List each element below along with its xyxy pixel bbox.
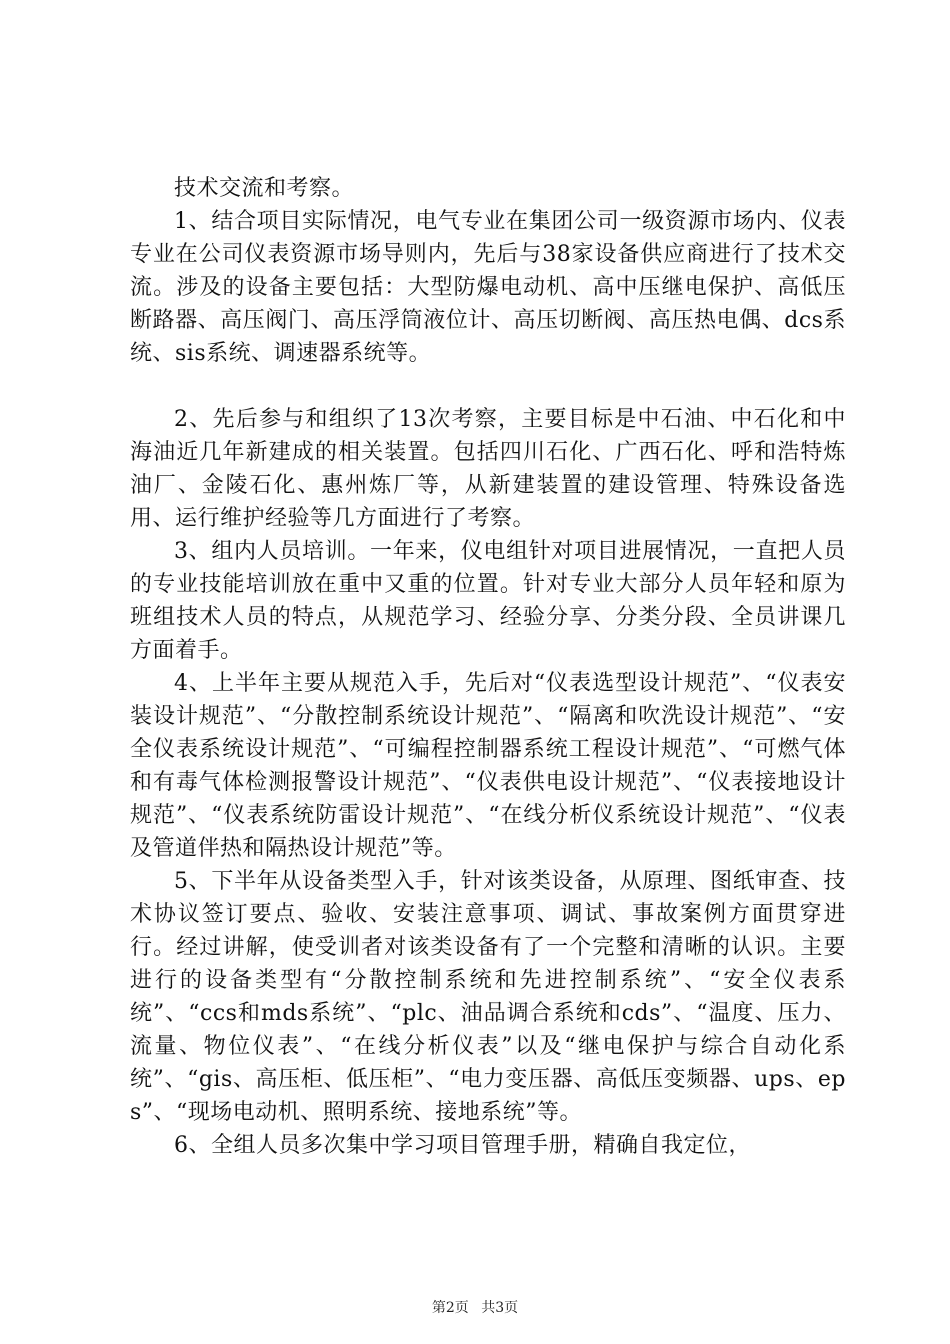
paragraph-item-2: 2、先后参与和组织了13次考察，主要目标是中石油、中石化和中海油近几年新建成的相关装置。包括四川石化、广西石化、呼和浩特炼油厂、金陵石化、惠州炼厂等，从新建装置的建设管理、特殊设备选用、运行维护经验等几方面进行了考察。 [130, 407, 846, 531]
page-total: 共3页 [481, 1300, 519, 1316]
paragraph-item-4: 4、上半年主要从规范入手，先后对“仪表选型设计规范”、“仪表安装设计规范”、“分散控制系统设计规范”、“隔离和吹洗设计规范”、“安全仪表系统设计规范”、“可编程控制器系统工程设计规范”、“可燃气体和有毒气体检测报警设计规范”、“仪表供电设计规范”、“仪表接地设计规范”、“仪表系统防雷设计规范”、“在线分析仪系统设计规范”、“仪表及管道伴热和隔热设计规范”等。 [130, 671, 846, 861]
document-body [130, 172, 846, 1162]
page-number: 第2页 [431, 1300, 469, 1316]
paragraph-item-1: 1、结合项目实际情况，电气专业在集团公司一级资源市场内、仪表专业在公司仪表资源市场导则内，先后与38家设备供应商进行了技术交流。涉及的设备主要包括：大型防爆电动机、高中压继电保护、高低压断路器、高压阀门、高压浮筒液位计、高压切断阀、高压热电偶、dcs系统、sis系统、调速器系统等。 [130, 209, 846, 366]
page-footer [0, 1298, 950, 1318]
paragraph-intro: 技术交流和考察。 [174, 176, 355, 201]
paragraph-item-6: 6、全组人员多次集中学习项目管理手册，精确自我定位， [174, 1133, 751, 1158]
paragraph-item-3: 3、组内人员培训。一年来，仪电组针对项目进展情况，一直把人员的专业技能培训放在重中又重的位置。针对专业大部分人员年轻和原为班组技术人员的特点，从规范学习、经验分享、分类分段、全员讲课几方面着手。 [130, 539, 846, 663]
paragraph-item-5: 5、下半年从设备类型入手，针对该类设备，从原理、图纸审查、技术协议签订要点、验收、安装注意事项、调试、事故案例方面贯穿进行。经过讲解，使受训者对该类设备有了一个完整和清晰的认识。主要进行的设备类型有“分散控制系统和先进控制系统”、“安全仪表系统”、“ccs和mds系统”、“plc、油品调合系统和cds”、“温度、压力、流量、物位仪表”、“在线分析仪表”以及“继电保护与综合自动化系统”、“gis、高压柜、低压柜”、“电力变压器、高低压变频器、ups、eps”、“现场电动机、照明系统、接地系统”等。 [130, 869, 846, 1125]
